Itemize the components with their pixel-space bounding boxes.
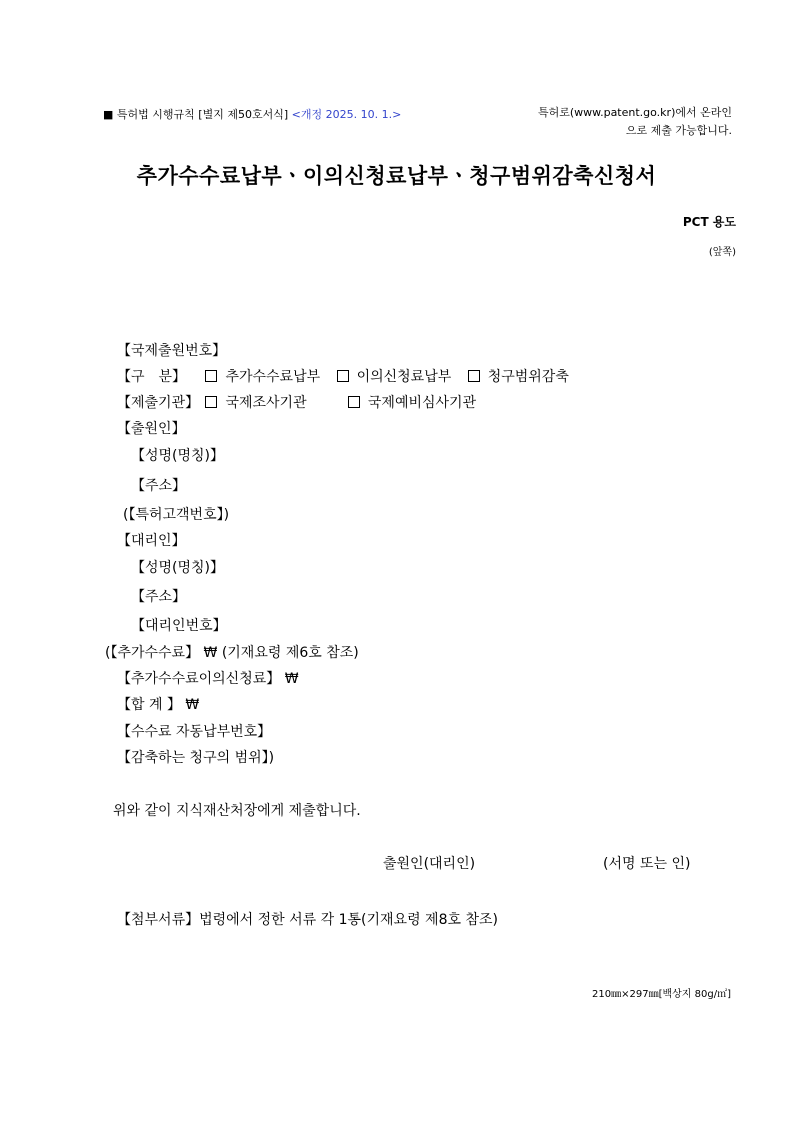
checkbox[interactable] <box>468 370 480 382</box>
category-option-objection-fee[interactable]: 이의신청료납부 <box>337 366 452 386</box>
total-label: 【합 계 】 ₩ <box>117 697 200 713</box>
applicant-name-label: 【성명(명칭)】 <box>131 448 225 464</box>
regulation-header <box>103 106 401 122</box>
signer-label: 출원인(대리인) <box>383 856 476 872</box>
auto-pay-label: 【수수료 자동납부번호】 <box>117 724 272 740</box>
checkbox[interactable] <box>205 370 217 382</box>
checkbox[interactable] <box>348 396 360 408</box>
online-notice-line2: 으로 제출 가능합니다. <box>625 124 732 137</box>
scope-label: 【감축하는 청구의 범위】) <box>117 750 275 766</box>
applicant-label: 【출원인】 <box>117 421 186 437</box>
category-option-additional-fee[interactable]: 추가수수료납부 <box>205 366 320 386</box>
online-notice <box>538 104 732 140</box>
regulation-text: 특허법 시행규칙 [별지 제50호서식] <box>116 108 289 121</box>
agent-address-label: 【주소】 <box>131 589 187 605</box>
agent-no-label: 【대리인번호】 <box>131 618 227 634</box>
statement-text: 위와 같이 지식재산처장에게 제출합니다. <box>113 803 361 819</box>
objection-fee-label: 【추가수수료이의신청료】 ₩ <box>117 671 299 687</box>
submit-org-label: 【제출기관】 <box>117 395 200 411</box>
online-notice-line1: 특허로(www.patent.go.kr)에서 온라인 <box>537 106 732 119</box>
category-option-scope-reduction[interactable]: 청구범위감축 <box>468 366 569 386</box>
submit-org-row <box>117 392 488 412</box>
checkbox[interactable] <box>337 370 349 382</box>
signature-note: (서명 또는 인) <box>603 856 691 872</box>
applicant-address-label: 【주소】 <box>131 478 187 494</box>
checkbox[interactable] <box>205 396 217 408</box>
customer-no-label: (【특허고객번호】) <box>123 507 230 523</box>
pct-label: PCT 용도 <box>682 215 736 229</box>
front-page-label: (앞쪽) <box>708 247 736 258</box>
additional-fee-label: (【추가수수료】 ₩ (기재요령 제6호 참조) <box>105 645 359 661</box>
agent-name-label: 【성명(명칭)】 <box>131 560 225 576</box>
agent-label: 【대리인】 <box>117 533 186 549</box>
category-label: 【구 분】 <box>117 369 187 385</box>
square-bullet: ■ <box>103 108 114 121</box>
revision-text: <개정 2025. 10. 1.> <box>291 108 402 121</box>
intl-app-no-label: 【국제출원번호】 <box>117 343 227 359</box>
paper-spec-footer: 210㎜×297㎜[백상지 80g/㎡] <box>592 989 731 1000</box>
form-title: 추가수수료납부ㆍ이의신청료납부ㆍ청구범위감축신청서 <box>136 164 657 188</box>
category-row <box>117 366 581 386</box>
submit-option-isa[interactable]: 국제조사기관 <box>205 392 331 412</box>
submit-option-ipea[interactable]: 국제예비심사기관 <box>348 392 476 412</box>
attachments-label: 【첨부서류】법령에서 정한 서류 각 1통(기재요령 제8호 참조) <box>117 912 498 928</box>
